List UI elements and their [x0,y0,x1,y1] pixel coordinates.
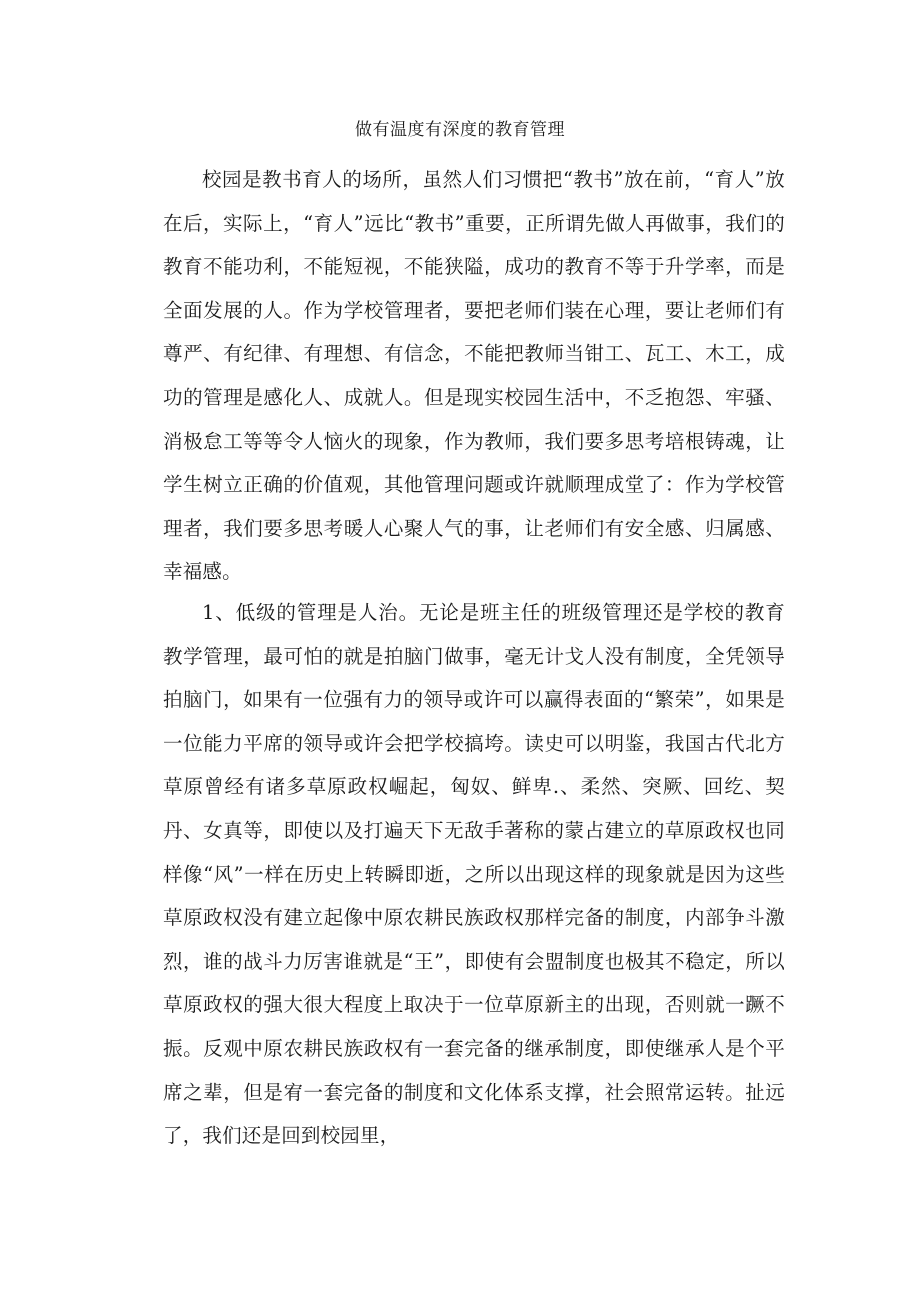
paragraph-section-1: 1、低级的管理是人治。无论是班主任的班级管理还是学校的教育教学管理，最可怕的就是拍脑门做事，毫无计戈人没有制度，全凭领导拍脑门，如果有一位强有力的领导或许可以赢得表面的“繁荣”，如果是一位能力平席的领导或许会把学校搞垮。读史可以明鉴，我国古代北方草原曾经有诸多草原政权崛起，匈奴、鲜卑.、柔然、突厥、回纥、契丹、女真等，即使以及打遍天下无敌手著称的蒙占建立的草原政权也同样像“风”一样在历史上转瞬即逝，之所以出现这样的现象就是因为这些草原政权没有建立起像中原农耕民族政权那样完备的制度，内部争斗激烈，谁的战斗力厉害谁就是“王”，即使有会盟制度也极其不稳定，所以草原政权的强大很大程度上取决于一位草原新主的出现，否则就一蹶不振。反观中原农耕民族政权有一套完备的继承制度，即使继承人是个平席之辈，但是宥一套完备的制度和文化体系支撑，社会照常运转。扯远了，我们还是回到校园里， [163,601,785,1148]
paragraph-intro: 校园是教书育人的场所，虽然人们习惯把“教书”放在前，“育人”放在后，实际上，“育人”远比“教书”重要，正所谓先做人再做事，我们的教育不能功利，不能短视，不能狭隘，成功的教育不等于升学率，而是全面发展的人。作为学校管理者，要把老师们装在心理，要让老师们有尊严、有纪律、有理想、有信念，不能把教师当钳工、瓦工、木工，成功的管理是感化人、成就人。但是现实校园生活中，不乏抱怨、牢骚、消极怠工等等令人恼火的现象，作为教师，我们要多思考培根铸魂，让学生树立正确的价值观，其他管理问题或许就顺理成堂了：作为学校管理者，我们要多思考暖人心聚人气的事，让老师们有安全感、归属感、幸福感。 [163,168,785,584]
document-title: 做有温度有深度的教育管理 [355,120,565,140]
